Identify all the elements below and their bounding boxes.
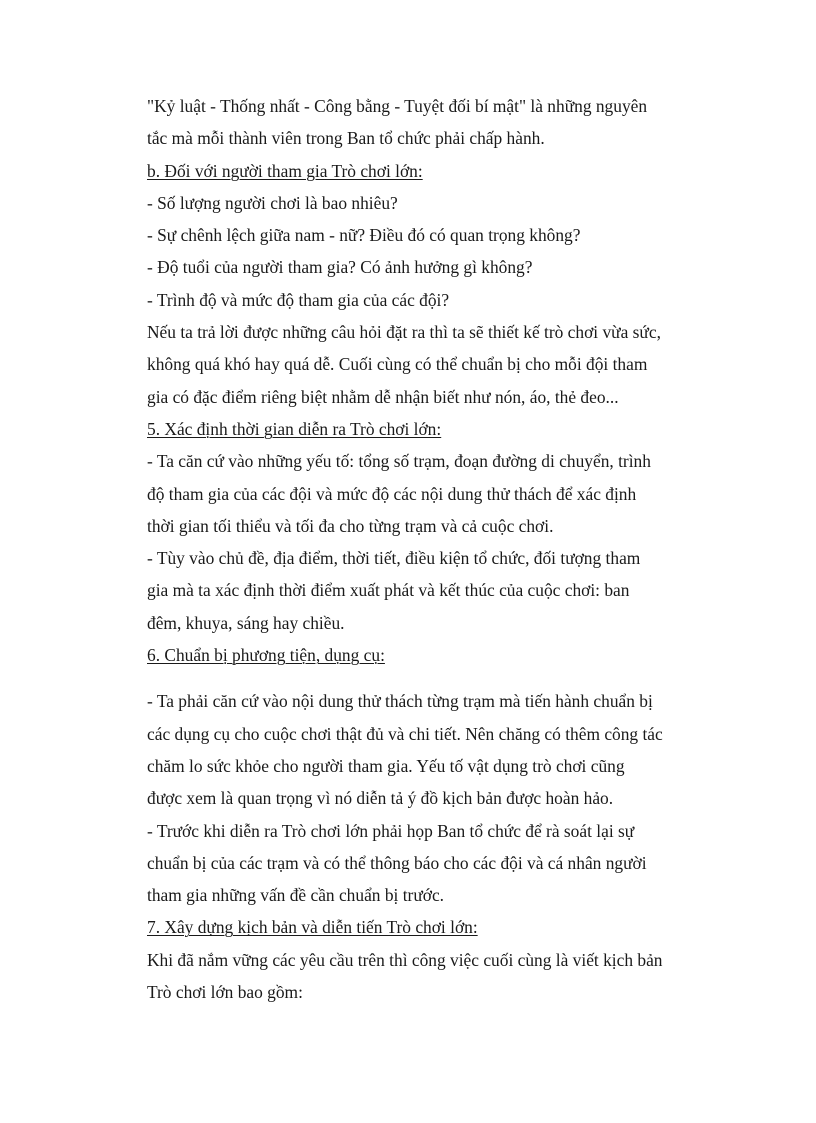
paragraph-line: - Ta căn cứ vào những yếu tố: tổng số trạm, đoạn đường di chuyển, trình: [147, 451, 651, 472]
section-heading-5: 5. Xác định thời gian diễn ra Trò chơi lớn:: [147, 418, 442, 439]
paragraph-line: chuẩn bị của các trạm và có thể thông báo cho các đội và cá nhân người: [147, 852, 647, 873]
paragraph-line: gia mà ta xác định thời điểm xuất phát và kết thúc của cuộc chơi: ban: [147, 580, 630, 601]
paragraph-line: các dụng cụ cho cuộc chơi thật đủ và chi tiết. Nên chăng có thêm công tác: [147, 723, 663, 744]
list-item: - Sự chênh lệch giữa nam - nữ? Điều đó có quan trọng không?: [147, 225, 581, 246]
paragraph-line: độ tham gia của các đội và mức độ các nội dung thử thách để xác định: [147, 483, 637, 504]
paragraph-line: tham gia những vấn đề cần chuẩn bị trước.: [147, 885, 445, 906]
paragraph-line: tắc mà mỗi thành viên trong Ban tổ chức phải chấp hành.: [147, 128, 545, 149]
paragraph-line: được xem là quan trọng vì nó diễn tả ý đồ kịch bản được hoàn hảo.: [147, 788, 614, 809]
paragraph-line: Nếu ta trả lời được những câu hỏi đặt ra thì ta sẽ thiết kế trò chơi vừa sức,: [147, 322, 661, 343]
paragraph-line: Trò chơi lớn bao gồm:: [147, 982, 303, 1003]
list-item: - Số lượng người chơi là bao nhiêu?: [147, 192, 398, 213]
paragraph-line: Khi đã nắm vững các yêu cầu trên thì công việc cuối cùng là viết kịch bản: [147, 949, 663, 970]
paragraph-line: - Tùy vào chủ đề, địa điểm, thời tiết, điều kiện tổ chức, đối tượng tham: [147, 548, 641, 569]
section-heading-6: 6. Chuẩn bị phương tiện, dụng cụ:: [147, 645, 385, 666]
paragraph-line: chăm lo sức khỏe cho người tham gia. Yếu tố vật dụng trò chơi cũng: [147, 755, 625, 776]
list-item: - Độ tuổi của người tham gia? Có ảnh hưởng gì không?: [147, 257, 533, 278]
paragraph-line: thời gian tối thiểu và tối đa cho từng trạm và cả cuộc chơi.: [147, 515, 554, 536]
list-item: - Trình độ và mức độ tham gia của các đội?: [147, 289, 450, 310]
paragraph-line: đêm, khuya, sáng hay chiều.: [147, 612, 345, 633]
section-heading-7: 7. Xây dựng kịch bản và diễn tiến Trò chơi lớn:: [147, 917, 478, 938]
paragraph-line: "Kỷ luật - Thống nhất - Công bằng - Tuyệt đối bí mật" là những nguyên: [147, 96, 648, 116]
paragraph-line: - Trước khi diễn ra Trò chơi lớn phải họp Ban tổ chức để rà soát lại sự: [147, 820, 635, 841]
section-heading-b: b. Đối với người tham gia Trò chơi lớn:: [147, 160, 423, 181]
paragraph-line: - Ta phải căn cứ vào nội dung thử thách từng trạm mà tiến hành chuẩn bị: [147, 691, 653, 712]
document-body: [147, 90, 692, 1008]
paragraph-line: không quá khó hay quá dễ. Cuối cùng có thể chuẩn bị cho mỗi đội tham: [147, 354, 648, 375]
paragraph-spacer: [147, 671, 692, 685]
paragraph-line: gia có đặc điểm riêng biệt nhằm dễ nhận biết như nón, áo, thẻ đeo...: [147, 386, 619, 407]
